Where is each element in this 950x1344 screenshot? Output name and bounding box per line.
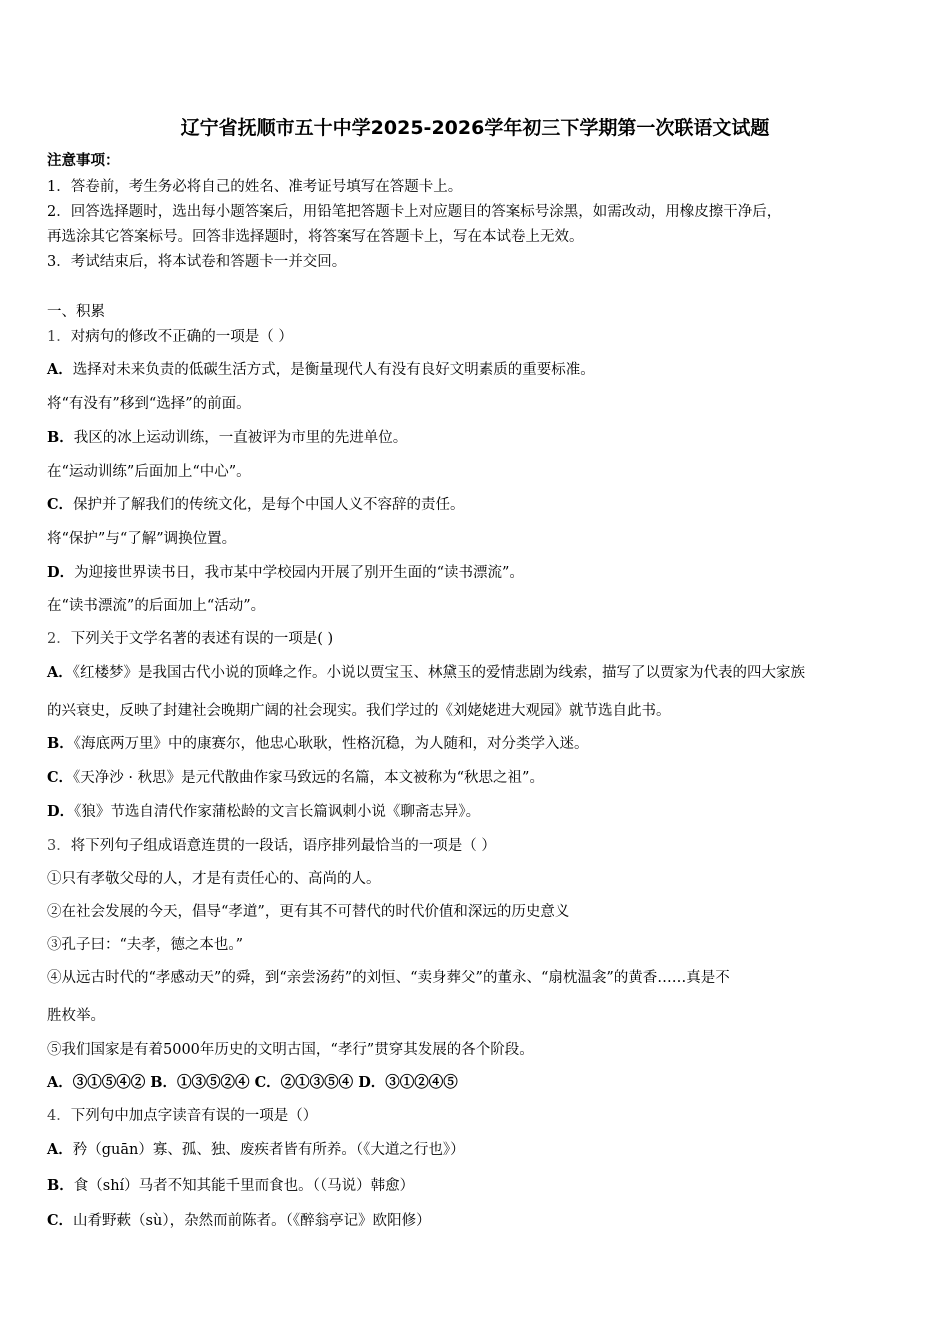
q1-fix-d: 在“读书漂流”的后面加上“活动”。 xyxy=(47,598,266,614)
q1-option-b xyxy=(47,428,407,448)
q2-option-a xyxy=(47,663,805,683)
question-2-stem xyxy=(47,629,333,649)
question-number: 4． xyxy=(47,1108,71,1124)
q3-options: A．③①⑤④② B．①③⑤②④ C．②①③⑤④ D．③①②④⑤ xyxy=(47,1074,458,1091)
option-label: B． xyxy=(47,735,74,752)
q3-sentence-4: ④从远古时代的“孝感动天”的舜，到“亲尝汤药”的刘恒、“卖身葬父”的董永、“扇枕温衾”的黄香……真是不 xyxy=(47,970,730,986)
q1-fix-a: 将“有没有”移到“选择”的前面。 xyxy=(47,396,251,412)
option-label: C． xyxy=(47,496,74,513)
option-text: 《海底两万里》中的康赛尔，他忠心耿耿，性格沉稳，为人随和，对分类学入迷。 xyxy=(73,736,589,752)
question-3-stem xyxy=(47,836,496,856)
option-label: D． xyxy=(47,803,75,820)
notice-line-3: 再选涂其它答案标号。回答非选择题时，将答案写在答题卡上，写在本试卷上无效。 xyxy=(47,229,584,245)
option-label: C． xyxy=(47,1212,74,1229)
q2-option-c xyxy=(47,768,544,788)
option-text: 《天净沙 · 秋思》是元代散曲作家马致远的名篇，本文被称为“秋思之祖”。 xyxy=(73,770,544,786)
notice-line-2: 2．回答选择题时，选出每小题答案后，用铅笔把答题卡上对应题目的答案标号涂黑，如需改动，用橡皮擦干净后， xyxy=(47,204,782,220)
q3-sentence-5: ⑤我们国家是有着5000年历史的文明古国，“孝行”贯穿其发展的各个阶段。 xyxy=(47,1042,534,1058)
option-label: A． xyxy=(47,361,73,378)
q3-sentence-2: ②在社会发展的今天，倡导“孝道”，更有其不可替代的时代价值和深远的历史意义 xyxy=(47,904,570,920)
q4-option-c xyxy=(47,1211,431,1231)
question-text: 将下列句子组成语意连贯的一段话，语序排列最恰当的一项是（ ） xyxy=(70,838,496,854)
notice-line-1: 1．答卷前，考生务必将自己的姓名、准考证号填写在答题卡上。 xyxy=(47,179,463,195)
option-label: A． xyxy=(47,1141,73,1158)
q1-option-d xyxy=(47,563,524,583)
question-text: 下列关于文学名著的表述有误的一项是( ) xyxy=(70,631,334,647)
option-text: 山肴野蔌（sù），杂然而前陈者。（《醉翁亭记》欧阳修） xyxy=(73,1213,431,1229)
option-text: 《狼》节选自清代作家蒲松龄的文言长篇讽刺小说《聊斋志异》。 xyxy=(74,804,481,820)
q2-option-a-cont: 的兴衰史，反映了封建社会晚期广阔的社会现实。我们学过的《刘姥姥进大观园》就节选自此书。 xyxy=(47,703,671,719)
question-number: 2． xyxy=(47,631,71,647)
option-label: B． xyxy=(47,1177,74,1194)
notice-heading: 注意事项： xyxy=(47,152,120,169)
option-text: 《红楼梦》是我国古代小说的顶峰之作。小说以贾宝玉、林黛玉的爱情悲剧为线索，描写了以贾家为代表的四大家族 xyxy=(72,665,806,681)
option-label: B． xyxy=(47,429,74,446)
option-text: 保护并了解我们的传统文化，是每个中国人义不容辞的责任。 xyxy=(73,497,465,513)
option-text: 我区的冰上运动训练，一直被评为市里的先进单位。 xyxy=(73,430,408,446)
question-1-stem xyxy=(47,327,293,347)
q1-fix-c: 将“保护”与“了解”调换位置。 xyxy=(47,531,237,547)
q1-fix-b: 在“运动训练”后面加上“中心”。 xyxy=(47,464,251,480)
q4-option-b xyxy=(47,1176,414,1196)
q2-option-b xyxy=(47,734,589,754)
question-text: 对病句的修改不正确的一项是（ ） xyxy=(70,329,293,345)
question-number: 3． xyxy=(47,838,71,854)
notice-line-4: 3．考试结束后，将本试卷和答题卡一并交回。 xyxy=(47,254,347,270)
option-label: D． xyxy=(47,564,75,581)
option-text: 食（shí）马者不知其能千里而食也。（（马说）韩愈） xyxy=(73,1178,415,1194)
page-title: 辽宁省抚顺市五十中学2025-2026学年初三下学期第一次联语文试题 xyxy=(180,117,770,139)
q3-sentence-1: ①只有孝敬父母的人，才是有责任心的、高尚的人。 xyxy=(47,871,381,887)
option-text: 选择对未来负责的低碳生活方式，是衡量现代人有没有良好文明素质的重要标准。 xyxy=(72,362,595,378)
question-number: 1． xyxy=(47,329,71,345)
question-4-stem xyxy=(47,1106,317,1126)
q1-option-a xyxy=(47,360,595,380)
option-label: A． xyxy=(47,664,73,681)
question-text: 下列句中加点字读音有误的一项是（） xyxy=(70,1108,318,1124)
section-heading: 一、积累 xyxy=(47,304,105,320)
q3-sentence-4-cont: 胜枚举。 xyxy=(47,1008,105,1024)
option-text: 为迎接世界读书日，我市某中学校园内开展了别开生面的“读书漂流”。 xyxy=(74,565,524,581)
q2-option-d xyxy=(47,802,480,822)
option-label: C． xyxy=(47,769,74,786)
option-text: 矜（guān）寡、孤、独、废疾者皆有所养。（《大道之行也》） xyxy=(72,1142,465,1158)
q3-sentence-3: ③孔子曰：“夫孝，德之本也。” xyxy=(47,937,244,953)
q1-option-c xyxy=(47,495,465,515)
q4-option-a xyxy=(47,1140,465,1160)
